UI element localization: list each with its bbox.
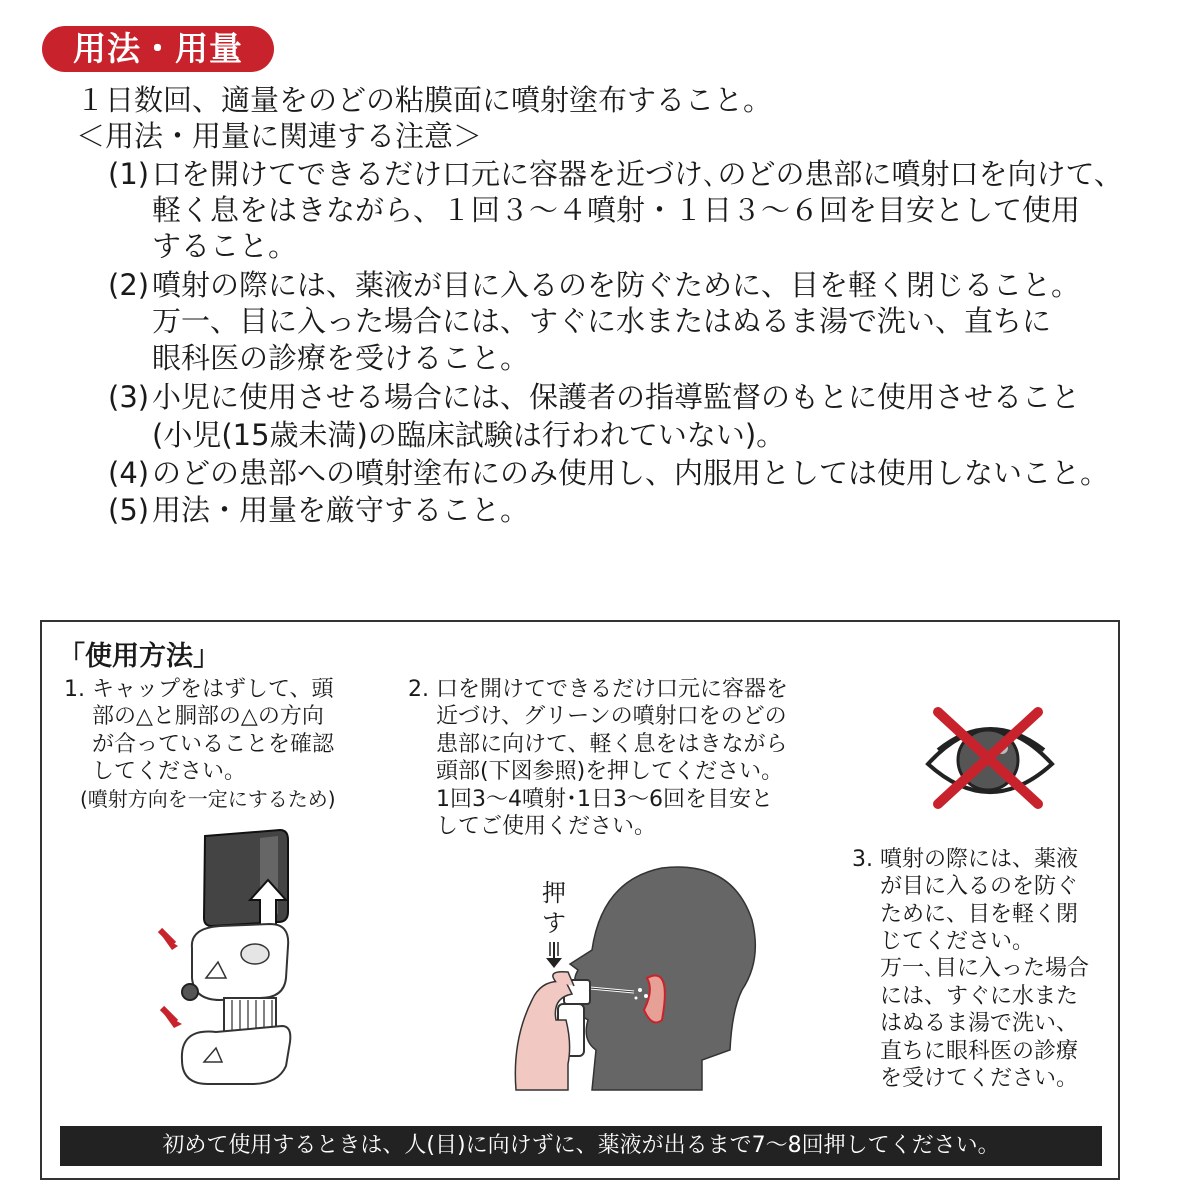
step3-line: を受けてください。 bbox=[880, 1066, 1079, 1091]
note-number: (1) bbox=[108, 157, 150, 191]
spray-bottle-illustration bbox=[160, 828, 300, 1088]
step2-line: 2. 口を開けてできるだけ口元に容器を bbox=[408, 677, 788, 702]
step3-line: じてください。 bbox=[880, 929, 1035, 954]
note-line: 万一、目に入った場合には、すぐに水またはぬるま湯で洗い、直ちに bbox=[152, 304, 1052, 338]
note-line: 軽く息をはきながら、１回３～４噴射・１日３～６回を目安として使用 bbox=[152, 193, 1081, 227]
dosage-main: １日数回、適量をのどの粘膜面に噴射塗布すること。 bbox=[76, 83, 773, 117]
notes-heading: ＜用法・用量に関連する注意＞ bbox=[76, 119, 483, 153]
step2-line: してご使用ください。 bbox=[436, 814, 657, 839]
push-label: 押 bbox=[542, 879, 566, 907]
note-number: (4) bbox=[108, 456, 150, 490]
step1-line: 部の△と胴部の△の方向 bbox=[92, 704, 324, 729]
step2-line: 1回3～4噴射･1日3～6回を目安と bbox=[436, 787, 773, 812]
first-use-warning: 初めて使用するときは、人(目)に向けずに、薬液が出るまで7～8回押してください。 bbox=[60, 1126, 1102, 1166]
step1-line: 1. キャップをはずして、頭 bbox=[64, 677, 334, 702]
step1-line: してください。 bbox=[92, 759, 247, 784]
note-line: 用法・用量を厳守すること。 bbox=[152, 493, 530, 527]
note-line: すること。 bbox=[152, 229, 298, 263]
note-number: (2) bbox=[108, 268, 150, 302]
step3-line: 3. 噴射の際には、薬液 bbox=[852, 847, 1078, 872]
note-number: (5) bbox=[108, 493, 150, 527]
note-line: 小児に使用させる場合には、保護者の指導監督のもとに使用させること bbox=[152, 380, 1081, 414]
step3-line: はぬるま湯で洗い、 bbox=[880, 1011, 1079, 1036]
step2-line: 近づけ、グリーンの噴射口をのどの bbox=[436, 704, 787, 729]
note-line: (小児(15歳未満)の臨床試験は行われていない)。 bbox=[152, 418, 786, 452]
step3-line: ために、目を軽く閉 bbox=[880, 902, 1079, 927]
step2-line: 患部に向けて、軽く息をはきながら bbox=[436, 732, 788, 757]
down-arrow-icon bbox=[546, 942, 562, 968]
section-badge: 用法・用量 bbox=[42, 26, 274, 72]
spray-usage-illustration bbox=[512, 860, 762, 1100]
note-line: のどの患部への噴射塗布にのみ使用し、内服用としては使用しないこと。 bbox=[152, 456, 1110, 490]
eye-warning-illustration bbox=[920, 704, 1060, 814]
step3-line: 万一､目に入った場合 bbox=[880, 956, 1090, 981]
step2-line: 頭部(下図参照)を押してください。 bbox=[436, 759, 784, 784]
note-line: 眼科医の診療を受けること。 bbox=[152, 341, 530, 375]
step3-line: が目に入るのを防ぐ bbox=[880, 874, 1079, 899]
step1-line: (噴射方向を一定にするため) bbox=[80, 787, 336, 811]
note-line: 噴射の際には、薬液が目に入るのを防ぐために、目を軽く閉じること。 bbox=[152, 268, 1081, 302]
push-label: す bbox=[542, 909, 566, 937]
step3-line: 直ちに眼科医の診療 bbox=[880, 1039, 1079, 1064]
note-line: 口を開けてできるだけ口元に容器を近づけ､のどの患部に噴射口を向けて、 bbox=[152, 157, 1123, 191]
usage-title: 「使用方法」 bbox=[58, 641, 220, 672]
step3-line: には、すぐに水また bbox=[880, 984, 1079, 1009]
note-number: (3) bbox=[108, 380, 150, 414]
step1-line: が合っていることを確認 bbox=[92, 732, 335, 757]
